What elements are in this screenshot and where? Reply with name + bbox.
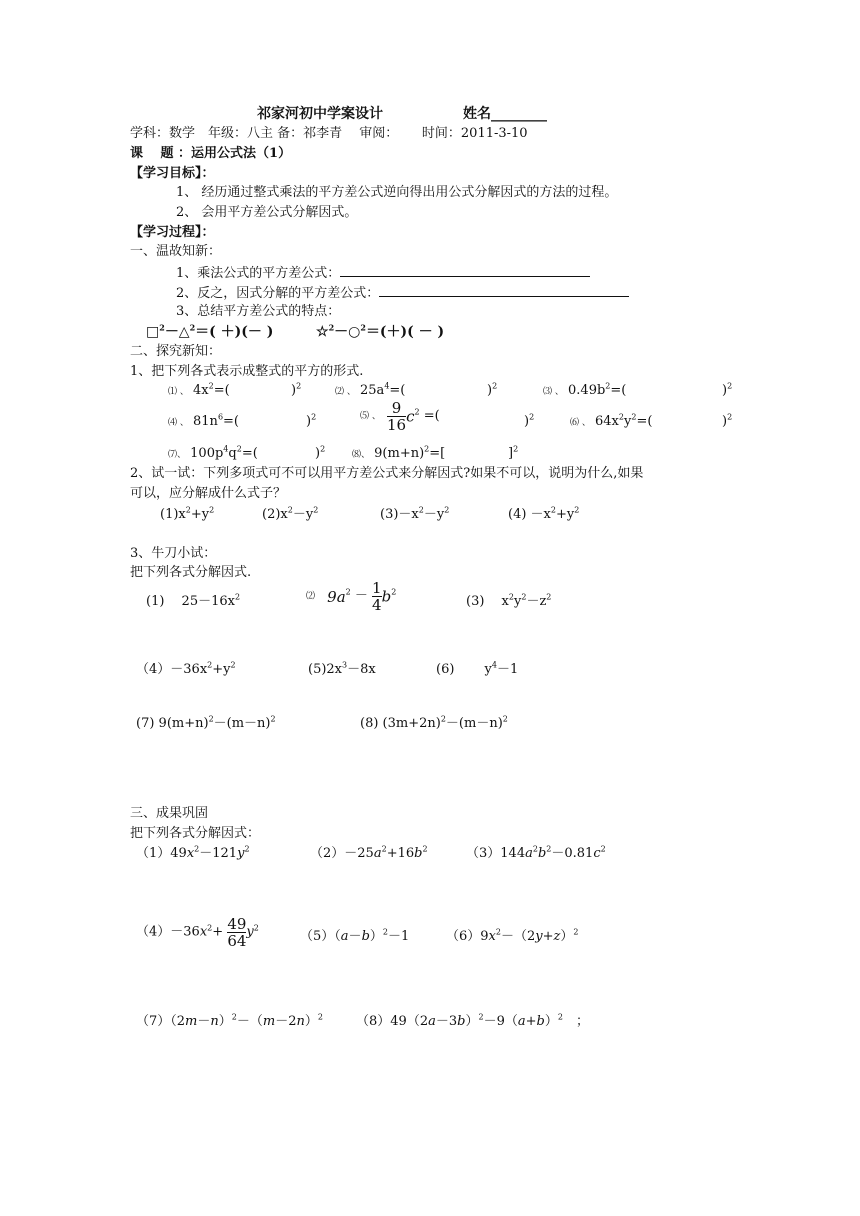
exercise-item: ⑵ 、 $25a^4=$(	[335, 381, 406, 398]
consolidate-title: 三、成果巩固	[130, 806, 209, 821]
formula-pattern-1: □$^2$－△$^2$＝( ＋)(－ )	[146, 322, 274, 340]
goal-item: 2、 会用平方差公式分解因式。	[176, 205, 358, 220]
review-title: 一、温故知新：	[130, 244, 222, 259]
consolidate-sub: 把下列各式分解因式：	[130, 826, 261, 841]
exercise-item: ⑻、 $9(m+n)^2=$[	[352, 444, 446, 461]
process-heading: 【学习过程】：	[130, 225, 215, 240]
exercise-item: ⑶ 、 $0.49b^2=$(	[543, 381, 627, 398]
try-item: $(4) -x^2+y^2$	[508, 505, 580, 522]
answer-blank[interactable]	[379, 284, 629, 297]
formula-pattern-2: ☆$^2$－○$^2$＝(＋)( － )	[316, 322, 445, 340]
exercise-close: )$^2$	[315, 444, 326, 461]
try-item: $(3)-x^2-y^2$	[380, 505, 450, 522]
exercise-item: ⑸ 、 $\frac{9}{16}$ $c^2$ =(	[360, 399, 440, 434]
review-item-label: 2、反之，因式分解的平方差公式：	[176, 286, 380, 301]
consolidate-item: $(6)9x^2-(2y+z)^2$	[446, 927, 579, 944]
exercise-close: )$^2$	[291, 381, 302, 398]
exercise-close: )$^2$	[306, 412, 317, 429]
review-item	[176, 264, 590, 282]
exercise-item: ⑹ 、 $64x^2y^2=$(	[570, 412, 653, 429]
exercise-close: )$^2$	[524, 412, 535, 429]
answer-blank[interactable]	[340, 264, 590, 277]
consolidate-item: $(2)-25a^2+16b^2$	[310, 844, 428, 861]
consolidate-item: $(1)49x^2-121y^2$	[136, 844, 250, 861]
exercise-close: )$^2$	[487, 381, 498, 398]
question-3: 3、牛刀小试：	[130, 546, 217, 561]
question-1: 1、把下列各式表示成整式的平方的形式.	[130, 364, 364, 379]
exercise-item: ⑺、 $100p^4q^2=$(	[168, 444, 258, 461]
consolidate-item: $(3)144a^2b^2-0.81c^2$	[466, 844, 606, 861]
consolidate-item: $(7)(2m-n)^2-(m-2n)^2$	[136, 1012, 323, 1029]
question-2: 2、试一试：下列多项式可不可以用平方差公式来分解因式?如果不可以，说明为什么,如果	[130, 466, 644, 481]
explore-title: 二、探究新知：	[130, 344, 222, 359]
fraction: $\frac{49}{64}$	[227, 915, 247, 950]
practice-item: $(5)2x^3-8x$	[308, 660, 376, 677]
fraction: $\frac{9}{16}$	[387, 399, 407, 434]
exercise-close: ]$^2$	[508, 444, 519, 461]
fraction: $\frac{1}{4}$	[372, 579, 382, 614]
review-item	[176, 284, 629, 302]
practice-item: (8) $(3m+2n)^2-(m-n)^2$	[360, 714, 508, 731]
review-item-label: 1、乘法公式的平方差公式：	[176, 266, 341, 281]
name-label: 姓名________	[463, 106, 547, 122]
consolidate-item: $(8)49(2a-3b)^2-9(a+b)^2$ ；	[356, 1012, 589, 1029]
page-title: 祁家河初中学案设计	[257, 106, 383, 122]
question-3-sub: 把下列各式分解因式.	[130, 565, 252, 580]
exercise-item: ⑷ 、 $81n^6=$(	[168, 412, 239, 429]
question-2-cont: 可以，应分解成什么式子？	[130, 486, 287, 501]
goal-item: 1、 经历通过整式乘法的平方差公式逆向得出用公式分解因式的方法的过程。	[176, 185, 618, 200]
practice-item: (6) $y^4-1$	[436, 660, 519, 677]
practice-item: (7) $9(m+n)^2-(m-n)^2$	[136, 714, 276, 731]
practice-item: $(4)-36x^2+y^2$	[136, 660, 236, 677]
try-item: $(1)x^2+y^2$	[160, 505, 215, 522]
exercise-close: )$^2$	[722, 381, 733, 398]
practice-item: (1) $25-16x^2$	[146, 592, 241, 609]
consolidate-item: $(5)(a-b)^2-1$	[300, 927, 410, 944]
exercise-item: ⑴ 、 $4x^2=$(	[168, 381, 230, 398]
consolidate-item: $(4)-36x^2+$ $\frac{49}{64}$ $y^2$	[136, 915, 259, 950]
topic-line: 课 题 ：运用公式法（1）	[130, 146, 292, 161]
practice-item: (3) $x^2y^2-z^2$	[466, 592, 552, 609]
practice-item: ⑵ $9a^2$ － $\frac{1}{4}$ $b^2$	[306, 579, 397, 614]
exercise-close: )$^2$	[722, 412, 733, 429]
goals-heading: 【学习目标】：	[130, 166, 215, 181]
meta-line: 学科：数学 年级：八主 备：祁李青 审阅： 时间：2011-3-10	[130, 126, 528, 141]
review-item: 3、总结平方差公式的特点：	[176, 304, 341, 319]
try-item: $(2)x^2-y^2$	[262, 505, 319, 522]
